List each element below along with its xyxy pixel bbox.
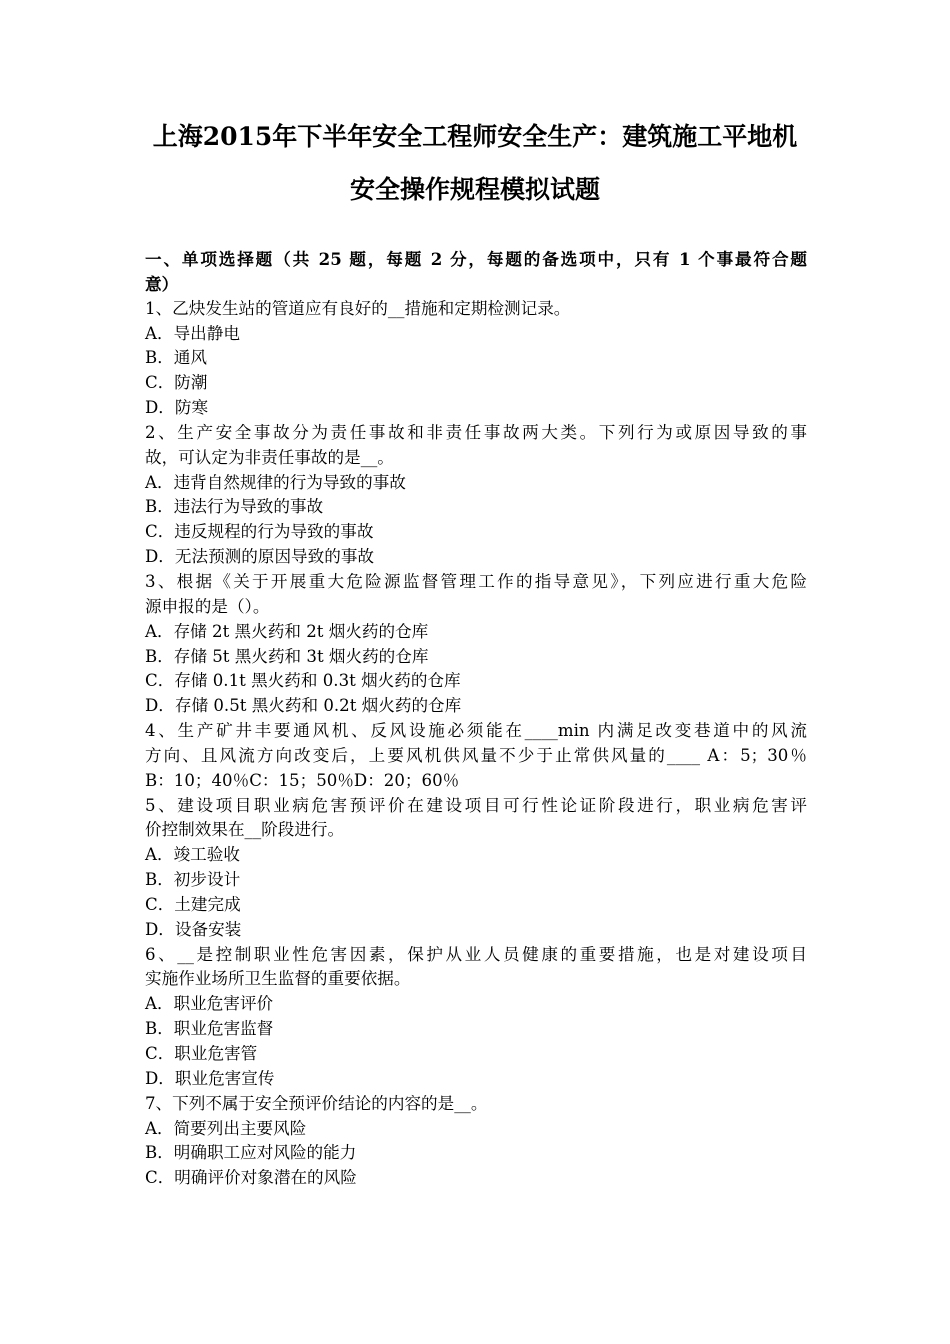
question-2-stem-cont: 故，可认定为非责任事故的是__。	[145, 447, 394, 467]
question-2-option-a: A．违背自然规律的行为导致的事故	[145, 472, 406, 492]
question-3-option-a: A．存储 2t 黑火药和 2t 烟火药的仓库	[145, 621, 429, 641]
document-title-line-2: 安全操作规程模拟试题	[349, 175, 600, 204]
question-2-option-b: B．违法行为导致的事故	[145, 497, 324, 517]
question-4-stem-cont: 方向、且风流方向改变后，上要风机供风量不少于止常供风量的____ A：5；30％	[145, 745, 807, 765]
question-7-option-b: B．明确职工应对风险的能力	[145, 1143, 357, 1163]
document-body	[145, 247, 807, 1191]
question-5-stem-cont: 价控制效果在__阶段进行。	[145, 820, 345, 840]
question-3-stem-cont: 源申报的是（）。	[145, 596, 270, 616]
document-title-line-1: 上海2015年下半年安全工程师安全生产：建筑施工平地机	[152, 122, 798, 151]
question-2-option-d: D．无法预测的原因导致的事故	[145, 547, 375, 567]
question-3-option-d: D．存储 0.5t 黑火药和 0.2t 烟火药的仓库	[145, 696, 462, 716]
question-1-option-a: A．导出静电	[145, 323, 240, 343]
question-6-stem: 6、__是控制职业性危害因素，保护从业人员健康的重要措施，也是对建设项目	[145, 944, 807, 964]
question-7-option-c: C．明确评价对象潜在的风险	[145, 1168, 357, 1188]
question-7-option-a: A．简要列出主要风险	[145, 1118, 307, 1138]
question-5-stem: 5、建设项目职业病危害预评价在建设项目可行性论证阶段进行，职业病危害评	[145, 795, 807, 815]
question-3-option-c: C．存储 0.1t 黑火药和 0.3t 烟火药的仓库	[145, 671, 461, 691]
question-4-options: B：10；40％C：15；50％D：20；60％	[145, 770, 460, 790]
section-heading: 一、单项选择题（共 25 题，每题 2 分，每题的备选项中，只有 1 个事最符合题	[145, 249, 807, 269]
question-1-option-b: B．通风	[145, 348, 207, 368]
question-5-option-b: B．初步设计	[145, 870, 241, 890]
question-5-option-d: D．设备安装	[145, 919, 242, 939]
question-2-stem: 2、生产安全事故分为责任事故和非责任事故两大类。下列行为或原因导致的事	[145, 422, 807, 442]
question-6-option-d: D．职业危害宣传	[145, 1068, 275, 1088]
question-5-option-a: A．竣工验收	[145, 845, 240, 865]
question-7-stem: 7、下列不属于安全预评价结论的内容的是__。	[145, 1093, 488, 1113]
section-heading-cont: 意）	[145, 273, 179, 294]
question-4-stem: 4、生产矿井丰要通风机、反风设施必须能在____min 内满足改变巷道中的风流	[145, 721, 807, 741]
question-2-option-c: C．违反规程的行为导致的事故	[145, 522, 374, 542]
question-6-option-b: B．职业危害监督	[145, 1019, 274, 1039]
question-3-option-b: B．存储 5t 黑火药和 3t 烟火药的仓库	[145, 646, 429, 666]
question-6-option-a: A．职业危害评价	[145, 994, 274, 1014]
question-1-option-d: D．防寒	[145, 398, 209, 418]
question-5-option-c: C．土建完成	[145, 894, 241, 914]
question-1-option-c: C．防潮	[145, 373, 208, 393]
question-1-stem: 1、乙炔发生站的管道应有良好的__措施和定期检测记录。	[145, 298, 571, 318]
question-6-option-c: C．职业危害管	[145, 1044, 258, 1063]
question-6-stem-cont: 实施作业场所卫生监督的重要依据。	[145, 969, 411, 989]
question-3-stem: 3、根据《关于开展重大危险源监督管理工作的指导意见》，下列应进行重大危险	[145, 571, 807, 591]
